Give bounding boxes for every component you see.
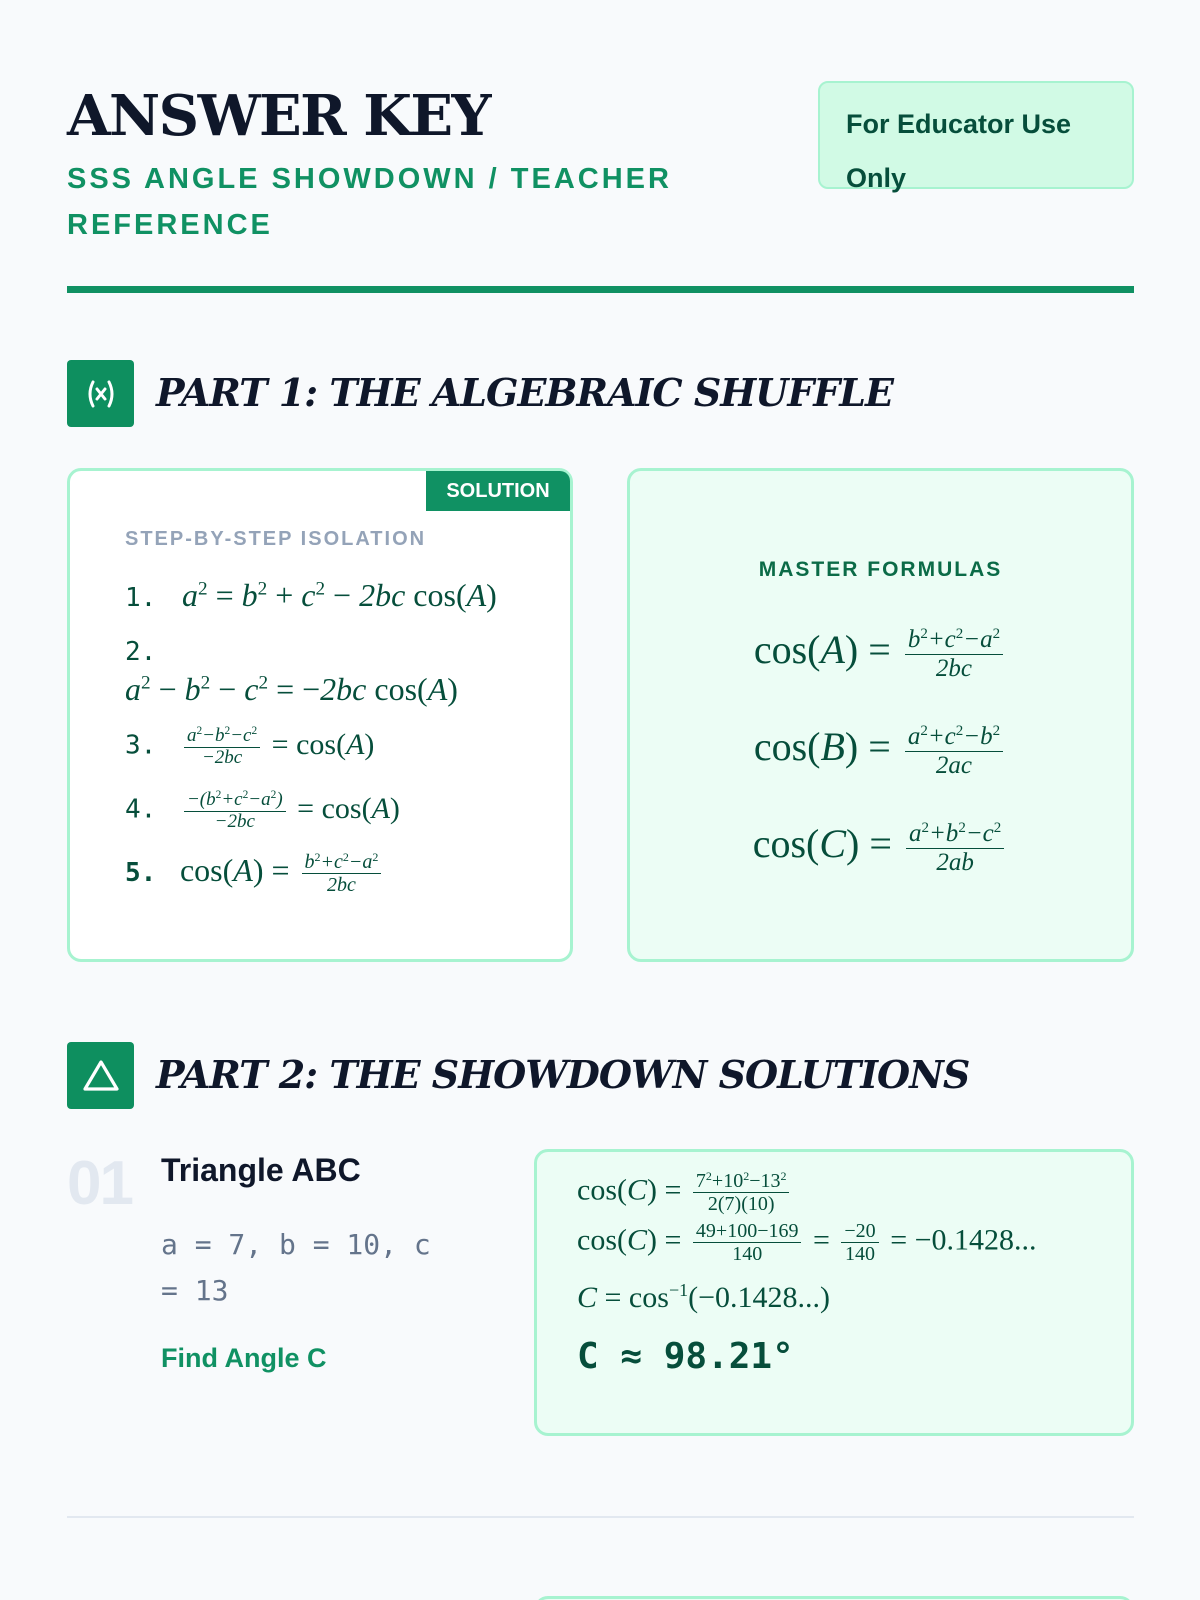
next-solution-card-peek [534,1596,1134,1600]
master-formulas-card [627,468,1134,962]
work-line-2: cos(C) = $\frac{49+100-169}{140}$ = $\frac{-20}{140}$ = −0.1428... [577,1220,1037,1265]
step-number: 3. [125,730,157,761]
part1-heading [67,360,1134,427]
educator-notice: For Educator Use Only [818,81,1134,189]
work-line-3: $C = \cos^{-1}(-0.1428...)$ [577,1280,830,1314]
solution-steps-card [67,468,573,962]
step-1: 1. $a^2 = b^2 + c^2 - 2bc$ cos(A) [125,577,497,613]
part2-heading [67,1042,1134,1109]
solution-tag: SOLUTION [426,471,570,511]
step-2 [125,637,156,667]
problem-number: 01 [67,1149,132,1218]
steps-label: STEP-BY-STEP ISOLATION [125,528,427,550]
final-answer: C ≈ 98.21° [577,1336,794,1377]
formula-cos-c: cos(C) = $\frac{a^2+b^2-c^2}{2ab}$ [630,820,1131,876]
formula-cos-b: cos(B) = $\frac{a^2+c^2-b^2}{2ac}$ [630,723,1131,779]
worked-solution-card [534,1149,1134,1436]
step-5: 5. cos(A) = $\frac{b^2+c^2-a^2}{2bc}$ [125,851,385,896]
page-header [67,78,1134,293]
problem-divider [67,1516,1134,1518]
part2-title: PART 2: THE SHOWDOWN SOLUTIONS [156,1052,970,1097]
triangle-icon [67,1042,134,1109]
problem-title: Triangle ABC [161,1152,361,1188]
step-number: 5. [125,857,157,888]
step-number: 1. [125,583,157,613]
variable-icon [67,360,134,427]
step-3: 3. $\frac{a^2-b^2-c^2}{-2bc}$ = cos(A) [125,724,375,768]
formulas-label: MASTER FORMULAS [758,558,1003,581]
problem-find: Find Angle C [161,1343,327,1373]
header-divider [67,286,1134,293]
step-number: 4. [125,794,157,825]
step-4: 4. $\frac{-(b^2+c^2-a^2)}{-2bc}$ = cos(A) [125,788,400,832]
step-number: 2. [125,637,157,667]
work-line-1: cos(C) = $\frac{7^2+10^2-13^2}{2(7)(10)}$ [577,1170,793,1215]
problem-given-sides: a = 7, b = 10, c = 13 [161,1228,431,1307]
page-title: ANSWER KEY [67,83,491,149]
formula-cos-a: cos(A) = $\frac{b^2+c^2-a^2}{2bc}$ [630,626,1131,682]
step-2-equation: $a^2 - b^2 - c^2 = -2bc$ cos(A) [125,671,458,707]
part1-title: PART 1: THE ALGEBRAIC SHUFFLE [156,370,893,415]
page-subtitle: SSS ANGLE SHOWDOWN / TEACHER REFERENCE [67,163,672,241]
